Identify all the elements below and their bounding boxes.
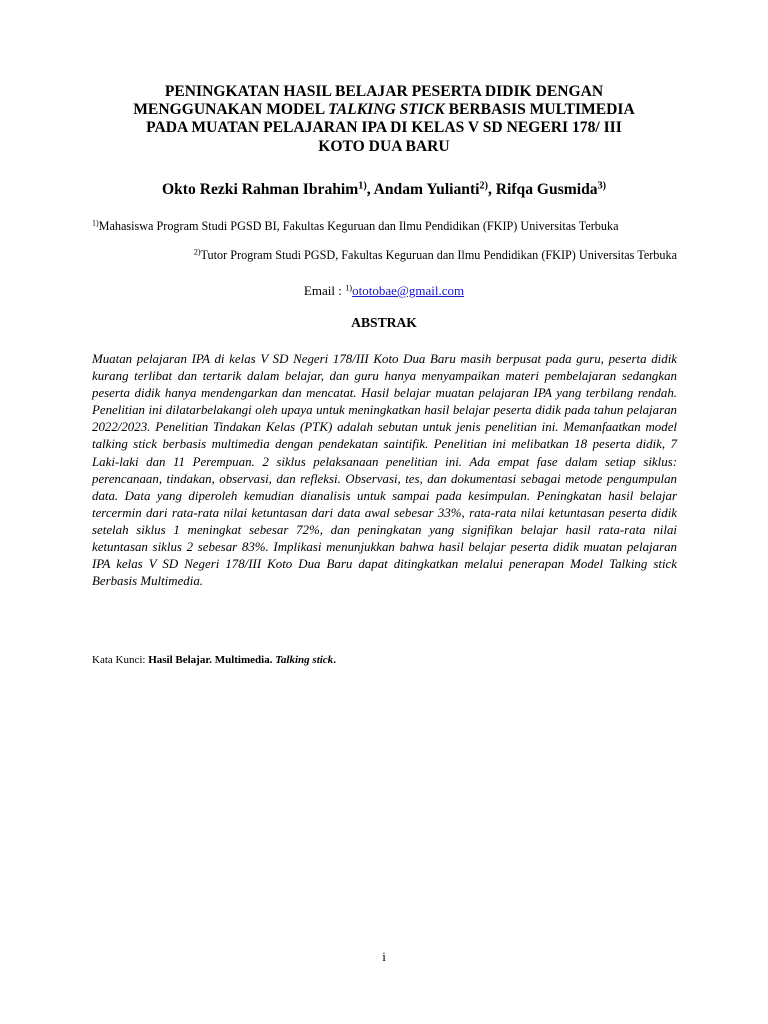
author-marker: 2) — [479, 180, 488, 192]
title-text: BERBASIS MULTIMEDIA — [444, 101, 635, 119]
author-name: Andam Yulianti — [373, 181, 480, 198]
title-line — [80, 101, 688, 119]
keywords-label: Kata Kunci: — [92, 654, 149, 666]
email-marker: 1) — [345, 282, 353, 293]
keywords-italic-term: Talking stick — [275, 654, 334, 666]
paper-title — [80, 83, 688, 156]
keywords-terms: Hasil Belajar. Multimedia. — [148, 654, 276, 666]
author-marker: 1) — [358, 180, 367, 192]
author-separator: , — [487, 181, 496, 198]
author-marker: 3) — [597, 180, 606, 192]
contact-email — [60, 283, 708, 299]
title-line: KOTO DUA BARU — [318, 137, 450, 155]
author-name: Okto Rezki Rahman Ibrahim — [162, 181, 359, 198]
email-label: Email : — [303, 283, 346, 298]
affiliation-marker: 1) — [92, 218, 99, 228]
title-line: PADA MUATAN PELAJARAN IPA DI KELAS V SD NEGERI 178/ III — [146, 119, 622, 137]
author-separator: , — [366, 181, 374, 198]
keywords-end: . — [333, 654, 336, 666]
email-link[interactable]: ototobae@gmail.com — [352, 283, 465, 298]
author-name: Rifqa Gusmida — [495, 181, 598, 198]
title-line: PENINGKATAN HASIL BELAJAR PESERTA DIDIK DENGAN — [164, 83, 604, 100]
affiliation-marker: 2) — [193, 247, 201, 257]
page-number: i — [382, 949, 386, 964]
abstract-heading: ABSTRAK — [351, 315, 417, 330]
abstract-body: Muatan pelajaran IPA di kelas V SD Negeri 178/III Koto Dua Baru masih berpusat pada guru, peserta didik kurang terlibat dan tertarik dalam belajar, dan guru hanya menyampaikan materi pembelajaran sedangkan peserta didik hanya mendengarkan dan mencatat. Hasil belajar muatan pelajaran IPA yang terbilang rendah. Penelitian ini dilatarbelakangi oleh upaya untuk meningkatkan hasil belajar peserta didik pada tahun pelajaran 2022/2023. Penelitian Tindakan Kelas (PTK) adalah sebutan untuk jenis penelitian ini. Memanfaatkan model talking stick berbasis multimedia dengan pendekatan saintifik. Penelitian ini melibatkan 18 peserta didik, 7 Laki-laki dan 11 Perempuan. 2 siklus pelaksanaan penelitian ini. Ada empat fase dalam setiap siklus: perencanaan, tindakan, observasi, dan refleksi. Observasi, tes, dan dokumentasi sebagai metode pengumpulan data. Data yang diperoleh kemudian dianalisis untuk sampai pada kesimpulan. Peningkatan hasil belajar tercermin dari rata-rata nilai ketuntasan dari data awal sebesar 33%, rata-rata nilai ketuntasan peserta didik setelah siklus 1 meningkat sebesar 72%, dan peningkatan yang signifikan belajar hasil rata-rata nilai ketuntasan siklus 2 sebesar 83%. Implikasi menunjukkan bahwa hasil belajar peserta didik muatan pelajaran IPA kelas V SD Negeri 178/III Koto Dua Baru dapat ditingkatkan melalui penerapan Model Talking stick Berbasis Multimedia. — [92, 352, 677, 589]
affiliation — [92, 248, 677, 263]
title-italic-term: TALKING STICK — [328, 101, 445, 119]
title-text: MENGGUNAKAN MODEL — [133, 101, 329, 119]
keywords — [92, 653, 677, 667]
affiliation-text: Tutor Program Studi PGSD, Fakultas Keguruan dan Ilmu Pendidikan (FKIP) Universitas Terbuka — [200, 248, 677, 262]
author-list — [60, 180, 708, 200]
affiliation — [92, 219, 677, 234]
affiliation-text: Mahasiswa Program Studi PGSD BI, Fakultas Keguruan dan Ilmu Pendidikan (FKIP) Universitas Terbuka — [98, 219, 619, 233]
